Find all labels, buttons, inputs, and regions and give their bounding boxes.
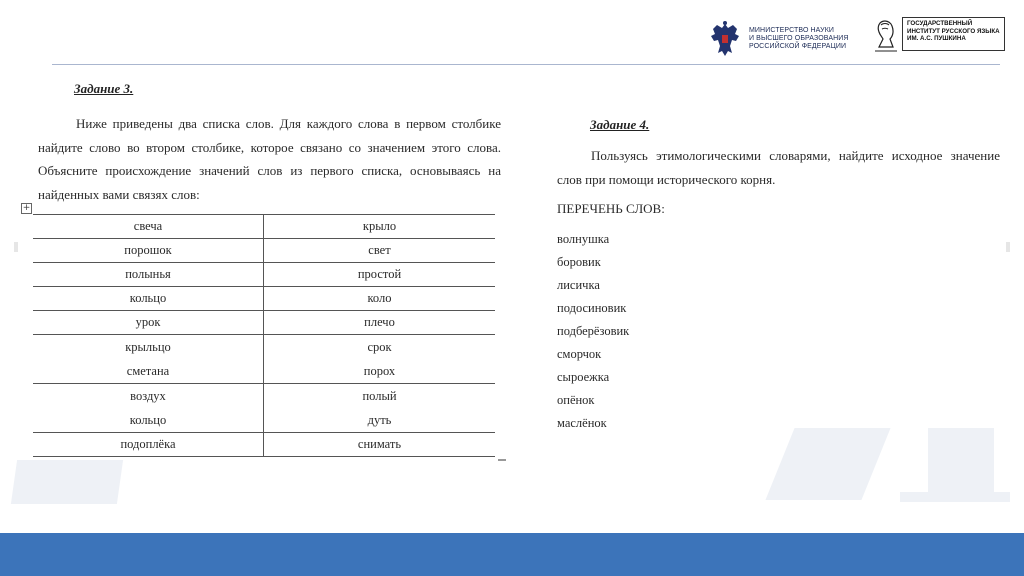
background-letter-shape	[900, 492, 1010, 502]
table-cell: коло	[264, 287, 496, 311]
list-item: опёнок	[557, 393, 595, 407]
background-letter-shape	[928, 428, 994, 500]
ministry-line: МИНИСТЕРСТВО НАУКИ	[749, 27, 835, 34]
cell-line: кольцо	[129, 413, 167, 427]
pushkin-institute-logo	[873, 17, 1005, 53]
list-item: сморчок	[557, 347, 602, 361]
task4-instructions: Пользуясь этимологическими словарями, найдите исходное значение слов при помощи исторического корня.	[557, 148, 1000, 187]
table-cell	[33, 335, 264, 384]
institute-line: ГОСУДАРСТВЕННЫЙ	[907, 20, 973, 27]
slide-edge-marker	[14, 242, 18, 252]
table-cell	[264, 335, 496, 384]
task3-title: Задание 3.	[74, 81, 134, 96]
task3-instructions: Ниже приведены два списка слов. Для каждого слова в первом столбике найдите слово во втором столбике, которое связано со значением этого слова. Объясните происхождение значений слов из первого списка, основываясь на найденных вами связях слов:	[38, 116, 501, 202]
table-cell: свеча	[33, 215, 264, 239]
word-list	[557, 228, 629, 435]
table-cell	[33, 384, 264, 433]
list-item: маслёнок	[557, 416, 607, 430]
ministry-line: И ВЫСШЕГО ОБРАЗОВАНИЯ	[749, 35, 849, 42]
table-cell: крыло	[264, 215, 496, 239]
table-cell: плечо	[264, 311, 496, 335]
list-item: подосиновик	[557, 301, 627, 315]
background-letter-shape	[11, 460, 123, 504]
table-cell: урок	[33, 311, 264, 335]
cell-line: полый	[362, 389, 397, 403]
institute-line: ИМ. А.С. ПУШКИНА	[907, 35, 966, 42]
table-row	[33, 239, 495, 263]
table-row	[33, 433, 495, 457]
word-pairs-table	[33, 214, 495, 457]
word-list-heading: ПЕРЕЧЕНЬ СЛОВ:	[557, 201, 665, 216]
ministry-line: РОССИЙСКОЙ ФЕДЕРАЦИИ	[749, 43, 847, 50]
cell-line: крыльцо	[125, 340, 171, 354]
ministry-name	[749, 27, 849, 51]
list-item: волнушка	[557, 232, 610, 246]
table-row	[33, 335, 495, 384]
table-row	[33, 384, 495, 433]
table-cell: порошок	[33, 239, 264, 263]
footer-band	[0, 533, 1024, 576]
cell-line: срок	[367, 340, 392, 354]
table-row	[33, 215, 495, 239]
table-cell: полынья	[33, 263, 264, 287]
table-cell: свет	[264, 239, 496, 263]
table-cell	[264, 384, 496, 433]
list-item: лисичка	[557, 278, 600, 292]
cell-line: сметана	[126, 364, 170, 378]
double-headed-eagle-icon	[707, 20, 743, 58]
table-row	[33, 287, 495, 311]
ministry-logo	[707, 20, 849, 58]
task4-title: Задание 4.	[590, 117, 650, 132]
list-item: боровик	[557, 255, 601, 269]
list-item: сыроежка	[557, 370, 610, 384]
table-move-handle-icon[interactable]: +	[22, 203, 31, 213]
table-cell: простой	[264, 263, 496, 287]
background-letter-shape	[765, 428, 890, 500]
table-row	[33, 263, 495, 287]
table-cell: снимать	[264, 433, 496, 457]
cell-line: порох	[363, 364, 396, 378]
slide-edge-marker	[1006, 242, 1010, 252]
institute-name-box	[902, 17, 1005, 51]
institute-line: ИНСТИТУТ РУССКОГО ЯЗЫКА	[907, 27, 1000, 35]
pushkin-portrait-icon	[873, 17, 899, 53]
table-cell: подоплёка	[33, 433, 264, 457]
table-cell: кольцо	[33, 287, 264, 311]
cell-line: воздух	[130, 389, 166, 403]
header-divider	[52, 64, 1000, 65]
table-row	[33, 311, 495, 335]
table-end-marker	[498, 459, 506, 461]
list-item: подберёзовик	[557, 324, 630, 338]
cell-line: дуть	[367, 413, 392, 427]
